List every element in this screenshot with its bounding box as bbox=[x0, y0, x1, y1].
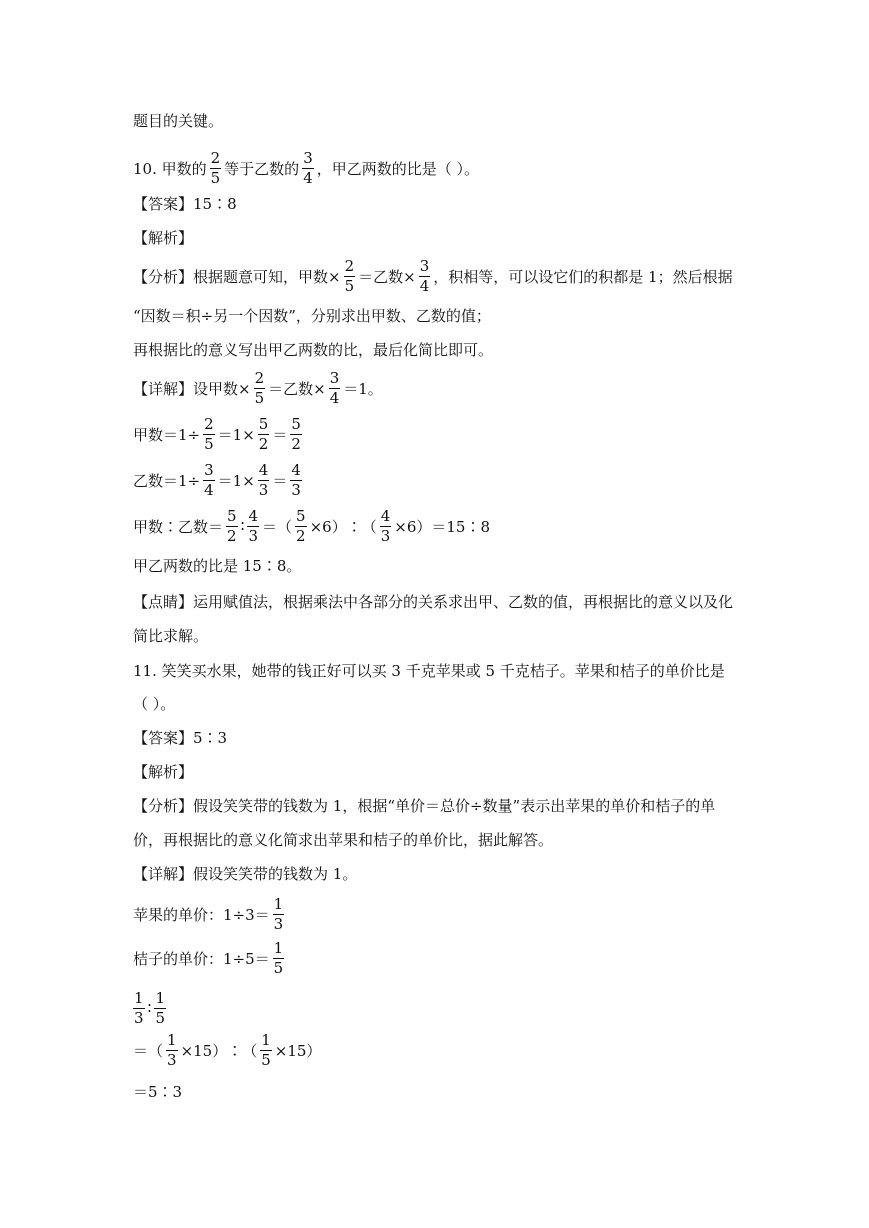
fenxi-prefix: 【分析】根据题意可知，甲数× bbox=[133, 267, 341, 286]
equation-mid: ＝1× bbox=[217, 425, 255, 444]
analysis-label bbox=[133, 222, 193, 252]
ratio-line bbox=[133, 506, 490, 546]
fraction: $\frac{4}{3}$ bbox=[291, 460, 301, 499]
equation-line bbox=[133, 1076, 182, 1106]
equation-prefix: 乙数＝1÷ bbox=[133, 471, 201, 490]
text-line bbox=[133, 105, 223, 135]
stem-text: 11. 笑笑买水果，她带的钱正好可以买 3 千克苹果或 5 千克桔子。苹果和桔子的单价比是 bbox=[133, 661, 725, 680]
xiangjie-text: 【详解】假设笑笑带的钱数为 1。 bbox=[133, 864, 358, 883]
ratio-colon: ∶ bbox=[147, 999, 152, 1017]
equals-sign: ＝ bbox=[272, 425, 288, 444]
equation-prefix: 甲数＝1÷ bbox=[133, 425, 201, 444]
ratio-prefix: 甲数∶乙数＝ bbox=[133, 517, 224, 536]
fraction: $\frac{4}{3}$ bbox=[380, 506, 391, 545]
xiangjie-suffix: ＝1。 bbox=[343, 379, 383, 398]
equation-line bbox=[133, 460, 305, 500]
answer-line bbox=[133, 188, 237, 218]
fraction: $\frac{5}{2}$ bbox=[258, 414, 269, 453]
text-line bbox=[133, 334, 493, 364]
fenxi-text: 价，再根据比的意义化简求出苹果和桔子的单价比，据此解答。 bbox=[133, 830, 554, 849]
orange-price: 桔子的单价：1÷5＝ bbox=[133, 949, 270, 968]
equation-line bbox=[133, 938, 287, 978]
equation-line bbox=[133, 894, 287, 934]
stem-text: （ ）。 bbox=[133, 694, 176, 713]
analysis-label-text: 【解析】 bbox=[133, 228, 194, 247]
stem-prefix: 10. 甲数的 bbox=[133, 159, 207, 178]
fraction: $\frac{1}{3}$ bbox=[134, 988, 144, 1027]
equation-line bbox=[133, 414, 305, 454]
fraction: $\frac{2}{5}$ bbox=[344, 256, 355, 295]
fraction: $\frac{5}{2}$ bbox=[227, 506, 237, 545]
fraction: $\frac{1}{3}$ bbox=[167, 1030, 177, 1069]
fraction: $\frac{2}{5}$ bbox=[254, 368, 265, 407]
apple-price: 苹果的单价：1÷3＝ bbox=[133, 905, 270, 924]
step-prefix: ＝（ bbox=[133, 1041, 164, 1060]
text-line bbox=[133, 586, 733, 616]
text-line bbox=[133, 550, 301, 580]
fraction: $\frac{5}{2}$ bbox=[296, 506, 306, 545]
equation-line bbox=[130, 988, 169, 1028]
fenxi-suffix: ，积相等，可以设它们的积都是 1；然后根据 bbox=[433, 267, 733, 286]
fenxi-text: 【分析】假设笑笑带的钱数为 1，根据“单价＝总价÷数量”表示出苹果的单价和桔子的单 bbox=[133, 796, 716, 815]
result-text: ＝5∶3 bbox=[133, 1082, 183, 1101]
step-mid: ×15）∶（ bbox=[180, 1041, 258, 1060]
fraction: $\frac{4}{3}$ bbox=[258, 460, 269, 499]
fraction: $\frac{2}{5}$ bbox=[204, 414, 214, 453]
question-11-stem bbox=[133, 688, 175, 718]
answer-text: 【答案】5∶3 bbox=[133, 728, 228, 747]
fenxi-line2: “因数＝积÷另一个因数”，分别求出甲数、乙数的值； bbox=[133, 306, 491, 325]
ratio-eq: ＝（ bbox=[262, 517, 293, 536]
fraction: $\frac{3}{4}$ bbox=[303, 148, 313, 187]
fraction: $\frac{1}{5}$ bbox=[273, 938, 284, 977]
analysis-label bbox=[133, 756, 193, 786]
question-11-stem bbox=[133, 655, 725, 685]
text-line bbox=[133, 790, 715, 820]
answer-line bbox=[133, 722, 227, 752]
equals-sign: ＝ bbox=[272, 471, 288, 490]
fraction: $\frac{2}{5}$ bbox=[210, 148, 221, 187]
xiangjie-line bbox=[133, 368, 383, 408]
fraction: $\frac{4}{3}$ bbox=[248, 506, 259, 545]
text-line bbox=[133, 300, 491, 330]
fenxi-line3: 再根据比的意义写出甲乙两数的比，最后化简比即可。 bbox=[133, 340, 494, 359]
fraction: $\frac{3}{4}$ bbox=[204, 460, 214, 499]
dianjing-text: 【点睛】运用赋值法，根据乘法中各部分的关系求出甲、乙数的值，再根据比的意义以及化 bbox=[133, 592, 734, 611]
equation-mid: ＝1× bbox=[217, 471, 255, 490]
answer-text: 【答案】15∶8 bbox=[133, 194, 237, 213]
text-line bbox=[133, 824, 553, 854]
stem-mid: 等于乙数的 bbox=[224, 159, 300, 178]
xiangjie-prefix: 【详解】设甲数× bbox=[133, 379, 251, 398]
xiangjie-mid: ＝乙数× bbox=[268, 379, 326, 398]
equation-line bbox=[133, 1030, 321, 1070]
dianjing-text: 简比求解。 bbox=[133, 626, 209, 645]
fraction: $\frac{3}{4}$ bbox=[329, 368, 340, 407]
continuation-text: 题目的关键。 bbox=[133, 111, 224, 130]
ratio-result: ×6）＝15∶8 bbox=[394, 517, 490, 536]
question-10-stem bbox=[133, 148, 479, 188]
stem-suffix: ，甲乙两数的比是（ ）。 bbox=[316, 159, 480, 178]
conclusion-text: 甲乙两数的比是 15∶8。 bbox=[133, 556, 302, 575]
fraction: $\frac{1}{3}$ bbox=[273, 894, 284, 933]
ratio-times: ×6）∶（ bbox=[309, 517, 377, 536]
ratio-colon: ∶ bbox=[240, 517, 245, 535]
fraction: $\frac{1}{5}$ bbox=[155, 988, 165, 1027]
text-line bbox=[133, 858, 357, 888]
analysis-label-text: 【解析】 bbox=[133, 762, 194, 781]
step-suffix: ×15） bbox=[274, 1041, 322, 1060]
fraction: $\frac{3}{4}$ bbox=[419, 256, 430, 295]
fenxi-line bbox=[133, 256, 733, 296]
fraction: $\frac{1}{5}$ bbox=[261, 1030, 271, 1069]
fenxi-mid: ＝乙数× bbox=[358, 267, 416, 286]
text-line bbox=[133, 620, 208, 650]
fraction: $\frac{5}{2}$ bbox=[291, 414, 301, 453]
